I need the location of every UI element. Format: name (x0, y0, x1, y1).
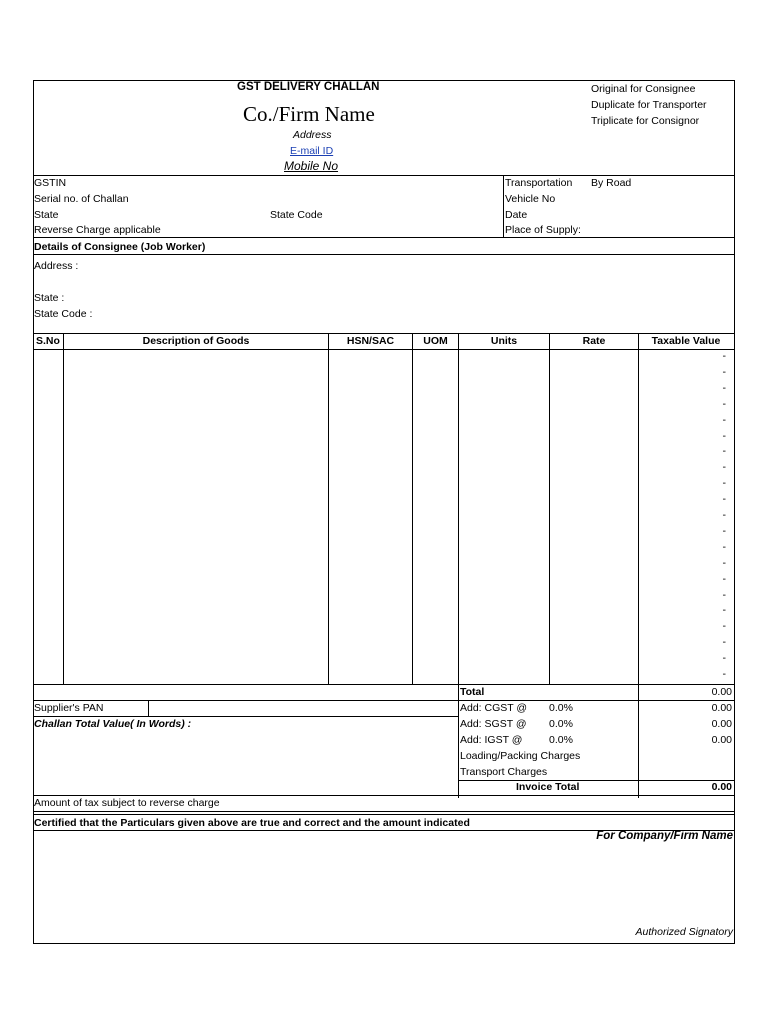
cgst-label: Add: CGST @ (460, 702, 528, 714)
taxable-value-cell: - (722, 413, 726, 426)
divider (33, 716, 458, 717)
copy-label-transporter: Duplicate for Transporter (591, 99, 707, 111)
divider (33, 684, 734, 685)
mobile-number: Mobile No (284, 159, 339, 173)
col-header-units: Units (490, 335, 518, 347)
col-header-rate: Rate (582, 335, 606, 347)
taxable-value-cell: - (722, 636, 726, 649)
consignee-state-label: State : (34, 292, 65, 304)
taxable-value-cell: - (722, 556, 726, 569)
taxable-value-cell: - (722, 620, 726, 633)
divider (33, 811, 734, 812)
divider (33, 254, 734, 255)
invoice-total-label: Invoice Total (516, 781, 580, 793)
divider (33, 349, 734, 350)
divider (33, 814, 734, 815)
state-code-label: State Code (270, 209, 323, 221)
col-header-hsn: HSN/SAC (346, 335, 395, 347)
for-company-label: For Company/Firm Name (596, 830, 733, 842)
taxable-value-cell: - (722, 509, 726, 521)
taxable-value-cell: - (722, 429, 726, 442)
consignee-address-label: Address : (34, 260, 79, 272)
sgst-value: 0.00 (711, 718, 732, 730)
state-label: State (34, 209, 59, 221)
document-title: GST DELIVERY CHALLAN (237, 81, 380, 93)
authorized-signatory: Authorized Signatory (635, 926, 733, 938)
total-label: Total (460, 686, 485, 698)
taxable-value-cell: - (722, 477, 726, 490)
taxable-value-cell: - (722, 540, 726, 553)
divider (412, 333, 413, 684)
copy-label-consignee: Original for Consignee (591, 83, 696, 95)
consignee-heading: Details of Consignee (Job Worker) (34, 241, 206, 253)
date-label: Date (505, 209, 528, 221)
gstin-label: GSTIN (34, 177, 67, 189)
taxable-value-cell: - (722, 350, 726, 362)
reverse-charge-label: Reverse Charge applicable (34, 224, 161, 236)
firm-name: Co./Firm Name (243, 102, 375, 126)
taxable-value-cell: - (722, 461, 726, 474)
taxable-value-cell: - (722, 445, 726, 458)
transport-charges-label: Transport Charges (460, 766, 548, 778)
taxable-value-cell: - (722, 588, 726, 601)
transportation-label: Transportation (505, 177, 573, 189)
col-header-description: Description of Goods (142, 335, 250, 347)
col-header-uom: UOM (423, 335, 448, 347)
supplier-pan-label: Supplier's PAN (34, 702, 104, 714)
vehicle-label: Vehicle No (505, 193, 556, 205)
certification-text: Certified that the Particulars given above are true and correct and the amount indicated (34, 817, 470, 829)
taxable-value-cell: - (722, 365, 726, 378)
cgst-rate: 0.0% (549, 702, 573, 714)
divider (549, 333, 550, 684)
invoice-total-value: 0.00 (711, 781, 732, 793)
taxable-value-cell: - (722, 493, 726, 506)
taxable-value-cell: - (722, 652, 726, 665)
total-value: 0.00 (711, 686, 732, 698)
col-header-sno: S.No (36, 335, 60, 347)
sgst-rate: 0.0% (549, 718, 573, 730)
divider (33, 700, 734, 701)
transport-mode: By Road (591, 177, 632, 189)
igst-value: 0.00 (711, 734, 732, 746)
divider (148, 700, 149, 716)
divider (328, 333, 329, 684)
divider (33, 175, 734, 176)
divider (638, 333, 639, 798)
igst-label: Add: IGST @ (460, 734, 523, 746)
taxable-value-cell: - (722, 397, 726, 410)
divider (458, 333, 459, 798)
divider (33, 795, 734, 796)
taxable-value-cell: - (722, 668, 726, 680)
cgst-value: 0.00 (711, 702, 732, 714)
col-header-taxable-value: Taxable Value (651, 335, 721, 347)
copy-label-consignor: Triplicate for Consignor (591, 115, 700, 127)
divider (63, 333, 64, 684)
serial-label: Serial no. of Challan (34, 193, 129, 205)
taxable-value-cell: - (722, 572, 726, 585)
loading-charges-label: Loading/Packing Charges (460, 750, 581, 762)
firm-address: Address (293, 129, 332, 141)
divider (503, 175, 504, 237)
email-link[interactable]: E-mail ID (290, 145, 334, 157)
challan-words-label: Challan Total Value( In Words) : (34, 718, 192, 730)
divider (33, 237, 734, 238)
taxable-value-cell: - (722, 524, 726, 537)
taxable-value-cell: - (722, 604, 726, 617)
consignee-state-code-label: State Code : (34, 308, 93, 320)
taxable-value-cell: - (722, 381, 726, 394)
sgst-label: Add: SGST @ (460, 718, 527, 730)
divider (33, 333, 734, 334)
igst-rate: 0.0% (549, 734, 573, 746)
reverse-tax-label: Amount of tax subject to reverse charge (34, 797, 220, 809)
place-of-supply-label: Place of Supply: (505, 224, 581, 236)
